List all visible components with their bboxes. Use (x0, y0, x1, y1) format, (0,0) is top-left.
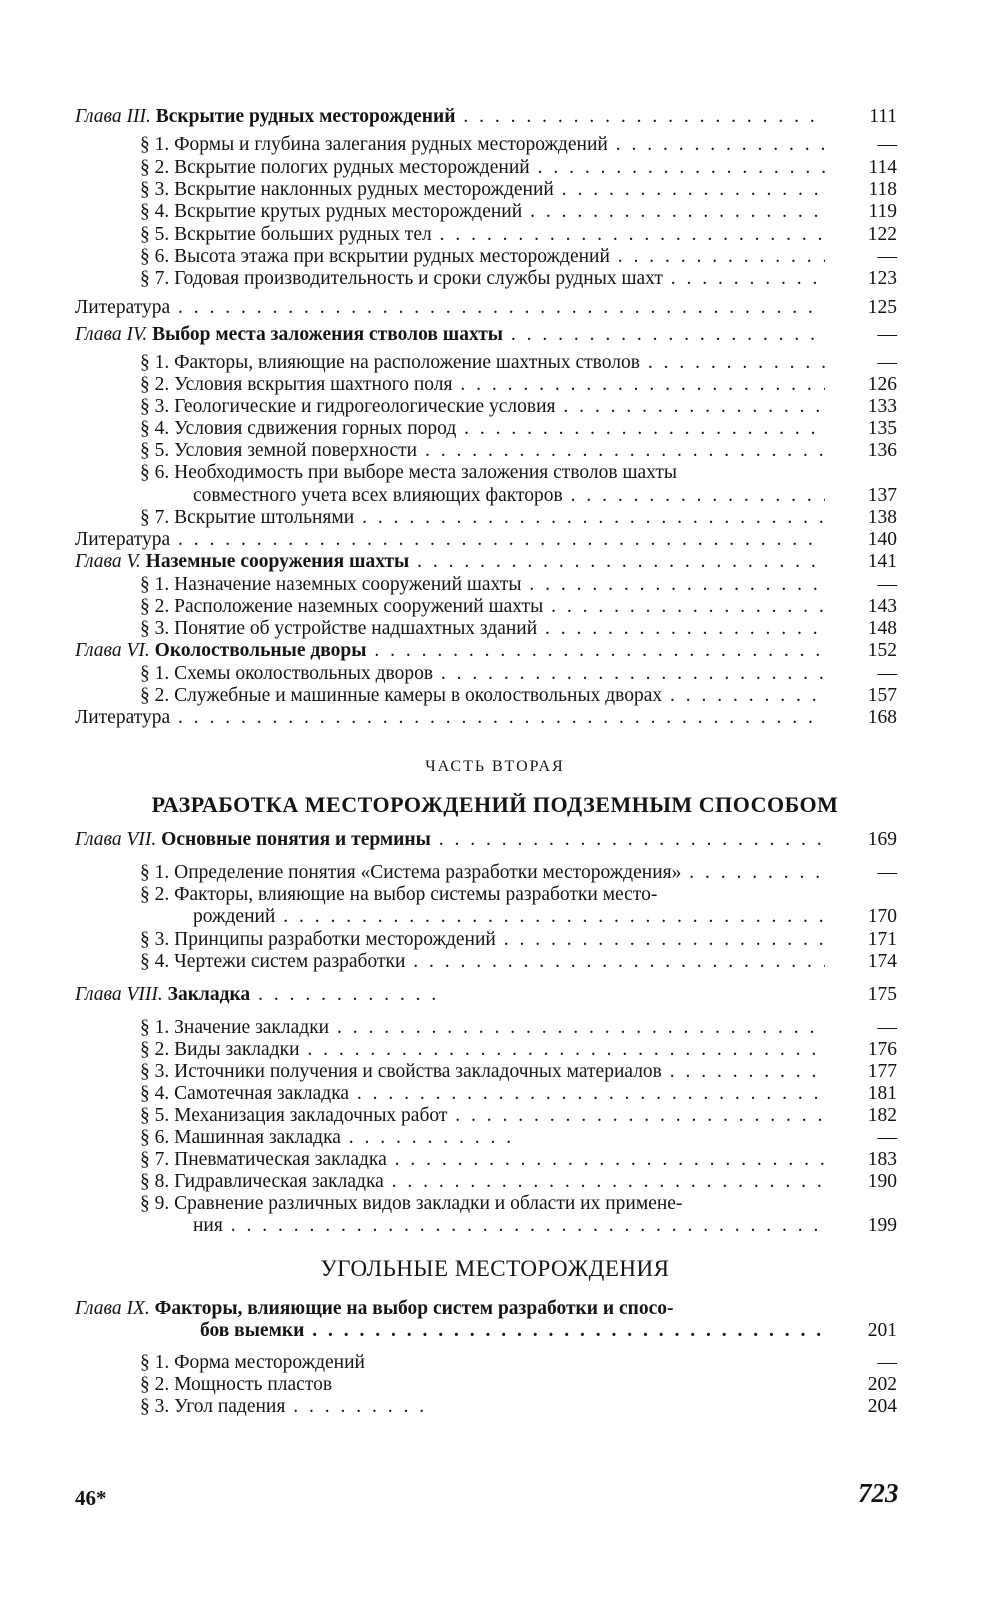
toc-literature: Литература . . . 168 (0, 707, 990, 731)
page-ref: 133 (867, 396, 897, 417)
toc-section: § 1. Определение понятия «Система разработки месторождения» . . . — (0, 862, 990, 886)
page-ref: 168 (867, 707, 897, 728)
page-ref: — (877, 134, 897, 155)
part-title: РАЗРАБОТКА МЕСТОРОЖДЕНИЙ ПОДЗЕМНЫМ СПОСОБОМ (151, 792, 839, 817)
toc-section: § 2. Факторы, влияющие на выбор системы разработки место- (140, 884, 658, 905)
page-ref: — (877, 1017, 897, 1038)
page-ref: — (877, 862, 897, 883)
toc-section: § 8. Гидравлическая закладка . . . 190 (0, 1171, 990, 1195)
page-ref: 148 (867, 618, 897, 639)
page-ref: 123 (867, 268, 897, 289)
page-ref: — (877, 246, 897, 267)
toc-section: § 4. Условия сдвижения горных пород . . . 135 (0, 418, 990, 442)
toc-section: § 5. Условия земной поверхности . . . 136 (0, 440, 990, 464)
toc-section: § 7. Годовая производительность и сроки службы рудных шахт . . . 123 (0, 268, 990, 292)
page-ref: 114 (868, 157, 897, 178)
page-ref: 177 (867, 1061, 897, 1082)
toc-entry-text: Глава III. Вскрытие рудных месторождений . . . (75, 106, 825, 128)
page-ref: 175 (867, 984, 897, 1005)
page-ref: 135 (867, 418, 897, 439)
page-ref: 182 (867, 1105, 897, 1126)
toc-section: § 5. Вскрытие больших рудных тел . . . 122 (0, 224, 990, 248)
page-ref: 190 (867, 1171, 897, 1192)
page-ref: 171 (867, 929, 897, 950)
page-ref: 136 (867, 440, 897, 461)
toc-chapter-7: Глава VII. Основные понятия и термины . . . 169 (0, 829, 990, 853)
page-ref: — (877, 324, 897, 345)
page-ref: 137 (867, 485, 897, 506)
page-ref: — (877, 352, 897, 373)
page-ref: — (877, 574, 897, 595)
page-ref: — (877, 1127, 897, 1148)
toc-section: § 2. Вскрытие пологих рудных месторождений . . . 114 (0, 157, 990, 181)
toc-section-continued: рождений . . . 170 (0, 906, 990, 930)
toc-section: § 7. Пневматическая закладка . . . 183 (0, 1149, 990, 1173)
page-ref: 183 (867, 1149, 897, 1170)
toc-section: § 1. Форма месторождений — (140, 1352, 897, 1373)
toc-section: § 1. Значение закладки . . . — (0, 1017, 990, 1041)
page-ref: 141 (867, 551, 897, 572)
page-ref: 119 (868, 201, 897, 222)
page-ref: 169 (867, 829, 897, 850)
toc-section: § 2. Расположение наземных сооружений шахты . . . 143 (0, 596, 990, 620)
toc-literature: Литература . . . 125 (0, 297, 990, 321)
page-ref: 140 (867, 529, 897, 550)
page-ref: 138 (867, 507, 897, 528)
toc-section: § 7. Вскрытие штольнями . . . 138 (0, 507, 990, 531)
page-ref: 201 (867, 1320, 897, 1341)
toc-section: § 3. Вскрытие наклонных рудных месторождений . . . 118 (0, 179, 990, 203)
toc-section: § 6. Машинная закладка . . . — (0, 1127, 990, 1151)
toc-chapter-5: Глава V. Наземные сооружения шахты . . . 141 (0, 551, 990, 575)
toc-chapter-continued: бов выемки . . . 201 (0, 1320, 990, 1344)
toc-section: § 4. Самотечная закладка . . . 181 (0, 1083, 990, 1107)
toc-section: § 9. Сравнение различных видов закладки и области их примене- (140, 1193, 683, 1214)
toc-section: § 3. Принципы разработки месторождений . . . 171 (0, 929, 990, 953)
page-ref: 126 (867, 374, 897, 395)
page-ref: 204 (867, 1396, 897, 1417)
toc-chapter-9: Глава IX. Факторы, влияющие на выбор систем разработки и спосо- (75, 1298, 674, 1319)
toc-chapter-6: Глава VI. Околоствольные дворы . . . 152 (0, 640, 990, 664)
toc-section: § 6. Необходимость при выборе места заложения стволов шахты (140, 462, 678, 483)
page-ref: 152 (867, 640, 897, 661)
toc-section: § 3. Геологические и гидрогеологические условия . . . 133 (0, 396, 990, 420)
toc-section: § 5. Механизация закладочных работ . . . 182 (0, 1105, 990, 1129)
toc-section: § 3. Источники получения и свойства закладочных материалов . . . 177 (0, 1061, 990, 1085)
toc-chapter-4: Глава IV. Выбор места заложения стволов шахты . . . — (0, 324, 990, 348)
toc-section: § 1. Назначение наземных сооружений шахты . . . — (0, 574, 990, 598)
toc-section: § 4. Чертежи систем разработки . . . 174 (0, 951, 990, 975)
toc-chapter-8: Глава VIII. Закладка . . . 175 (0, 984, 990, 1008)
page-ref: 199 (867, 1215, 897, 1236)
printer-signature: 46* (75, 1486, 107, 1510)
page-ref: 111 (869, 106, 897, 127)
toc-section-continued: совместного учета всех влияющих факторов . . . 137 (0, 485, 990, 509)
page-ref: 202 (867, 1374, 897, 1395)
page-ref: 157 (867, 685, 897, 706)
toc-chapter-3 (0, 106, 990, 130)
toc-section: § 2. Мощность пластов 202 (140, 1374, 897, 1395)
page-ref: 170 (867, 906, 897, 927)
page-ref: 176 (867, 1039, 897, 1060)
toc-section: § 3. Понятие об устройстве надшахтных зданий . . . 148 (0, 618, 990, 642)
toc-section: § 1. Факторы, влияющие на расположение шахтных стволов . . . — (0, 352, 990, 376)
toc-section-continued: ния . . . 199 (0, 1215, 990, 1239)
toc-section: § 1. Схемы околоствольных дворов . . . — (0, 663, 990, 687)
toc-section: § 1. Формы и глубина залегания рудных месторождений . . . — (0, 134, 990, 158)
toc-section: § 2. Виды закладки . . . 176 (0, 1039, 990, 1063)
toc-section: § 6. Высота этажа при вскрытии рудных месторождений . . . — (0, 246, 990, 270)
toc-section: § 4. Вскрытие крутых рудных месторождений . . . 119 (0, 201, 990, 225)
toc-section: § 3. Угол падения . . . 204 (0, 1396, 990, 1420)
page-number: 723 (858, 1478, 899, 1508)
page-ref: 143 (867, 596, 897, 617)
page-ref: 122 (867, 224, 897, 245)
part-subtitle: УГОЛЬНЫЕ МЕСТОРОЖДЕНИЯ (320, 1256, 670, 1281)
page-ref: 181 (867, 1083, 897, 1104)
part-label: ЧАСТЬ ВТОРАЯ (425, 758, 565, 775)
page-ref: 174 (867, 951, 897, 972)
page-ref: — (877, 663, 897, 684)
toc-section: § 2. Служебные и машинные камеры в околоствольных дворах . . . 157 (0, 685, 990, 709)
toc-literature: Литература . . . 140 (0, 529, 990, 553)
page-ref: — (877, 1352, 897, 1373)
page-ref: 125 (867, 297, 897, 318)
page-ref: 118 (868, 179, 897, 200)
toc-section: § 2. Условия вскрытия шахтного поля . . . 126 (0, 374, 990, 398)
